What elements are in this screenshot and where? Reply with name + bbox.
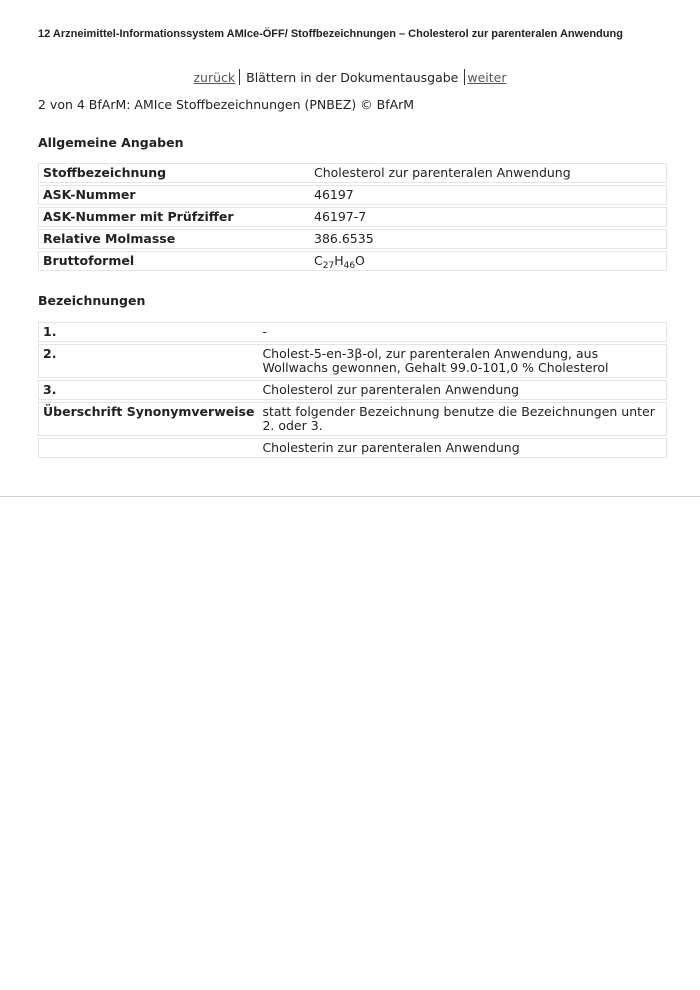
row-label: Relative Molmasse	[38, 229, 310, 249]
table-row	[38, 344, 667, 378]
row-label: ASK-Nummer	[38, 185, 310, 205]
row-label: Bruttoformel	[38, 251, 310, 271]
page-header-title: 12 Arzneimittel-Informationssystem AMIce-ÖFF/ Stoffbezeichnungen – Cholesterol zur parenteralen Anwendung	[38, 28, 623, 40]
table-row	[38, 380, 667, 400]
row-value: Cholesterin zur parenteralen Anwendung	[258, 438, 667, 458]
table-row	[38, 229, 667, 249]
table-row	[38, 185, 667, 205]
row-label: ASK-Nummer mit Prüfziffer	[38, 207, 310, 227]
row-label: Stoffbezeichnung	[38, 163, 310, 183]
document-navigation	[0, 69, 700, 85]
names-table	[38, 320, 667, 460]
row-label: 2.	[38, 344, 258, 378]
row-label: Überschrift Synonymverweise	[38, 402, 258, 436]
row-label	[38, 438, 258, 458]
row-value: Cholesterol zur parenteralen Anwendung	[310, 163, 667, 183]
section-heading-general: Allgemeine Angaben	[38, 135, 184, 150]
row-value: 46197-7	[310, 207, 667, 227]
table-row	[38, 438, 667, 458]
page-divider	[0, 496, 700, 497]
table-row	[38, 402, 667, 436]
document-reference: 2 von 4 BfArM: AMIce Stoffbezeichnungen (PNBEZ) © BfArM	[38, 97, 415, 112]
row-value: -	[258, 322, 667, 342]
nav-separator	[464, 69, 465, 85]
row-value: statt folgender Bezeichnung benutze die Bezeichnungen unter 2. oder 3.	[258, 402, 667, 436]
row-value: Cholesterol zur parenteralen Anwendung	[258, 380, 667, 400]
row-label: 1.	[38, 322, 258, 342]
general-info-table	[38, 161, 667, 273]
formula-value: $C_{27}H_{46}O$	[310, 251, 667, 271]
nav-separator	[239, 69, 240, 85]
nav-browse-label: Blättern in der Dokumentausgabe	[246, 70, 459, 85]
table-row	[38, 207, 667, 227]
table-row	[38, 163, 667, 183]
row-value: Cholest-5-en-3β-ol, zur parenteralen Anwendung, aus Wollwachs gewonnen, Gehalt 99.0-101,0 % Cholesterol	[258, 344, 667, 378]
back-link[interactable]: zurück	[193, 70, 236, 85]
table-row	[38, 251, 667, 271]
row-label: 3.	[38, 380, 258, 400]
table-row	[38, 322, 667, 342]
next-link[interactable]: weiter	[467, 70, 507, 85]
row-value: 46197	[310, 185, 667, 205]
section-heading-names: Bezeichnungen	[38, 293, 146, 308]
row-value: 386.6535	[310, 229, 667, 249]
